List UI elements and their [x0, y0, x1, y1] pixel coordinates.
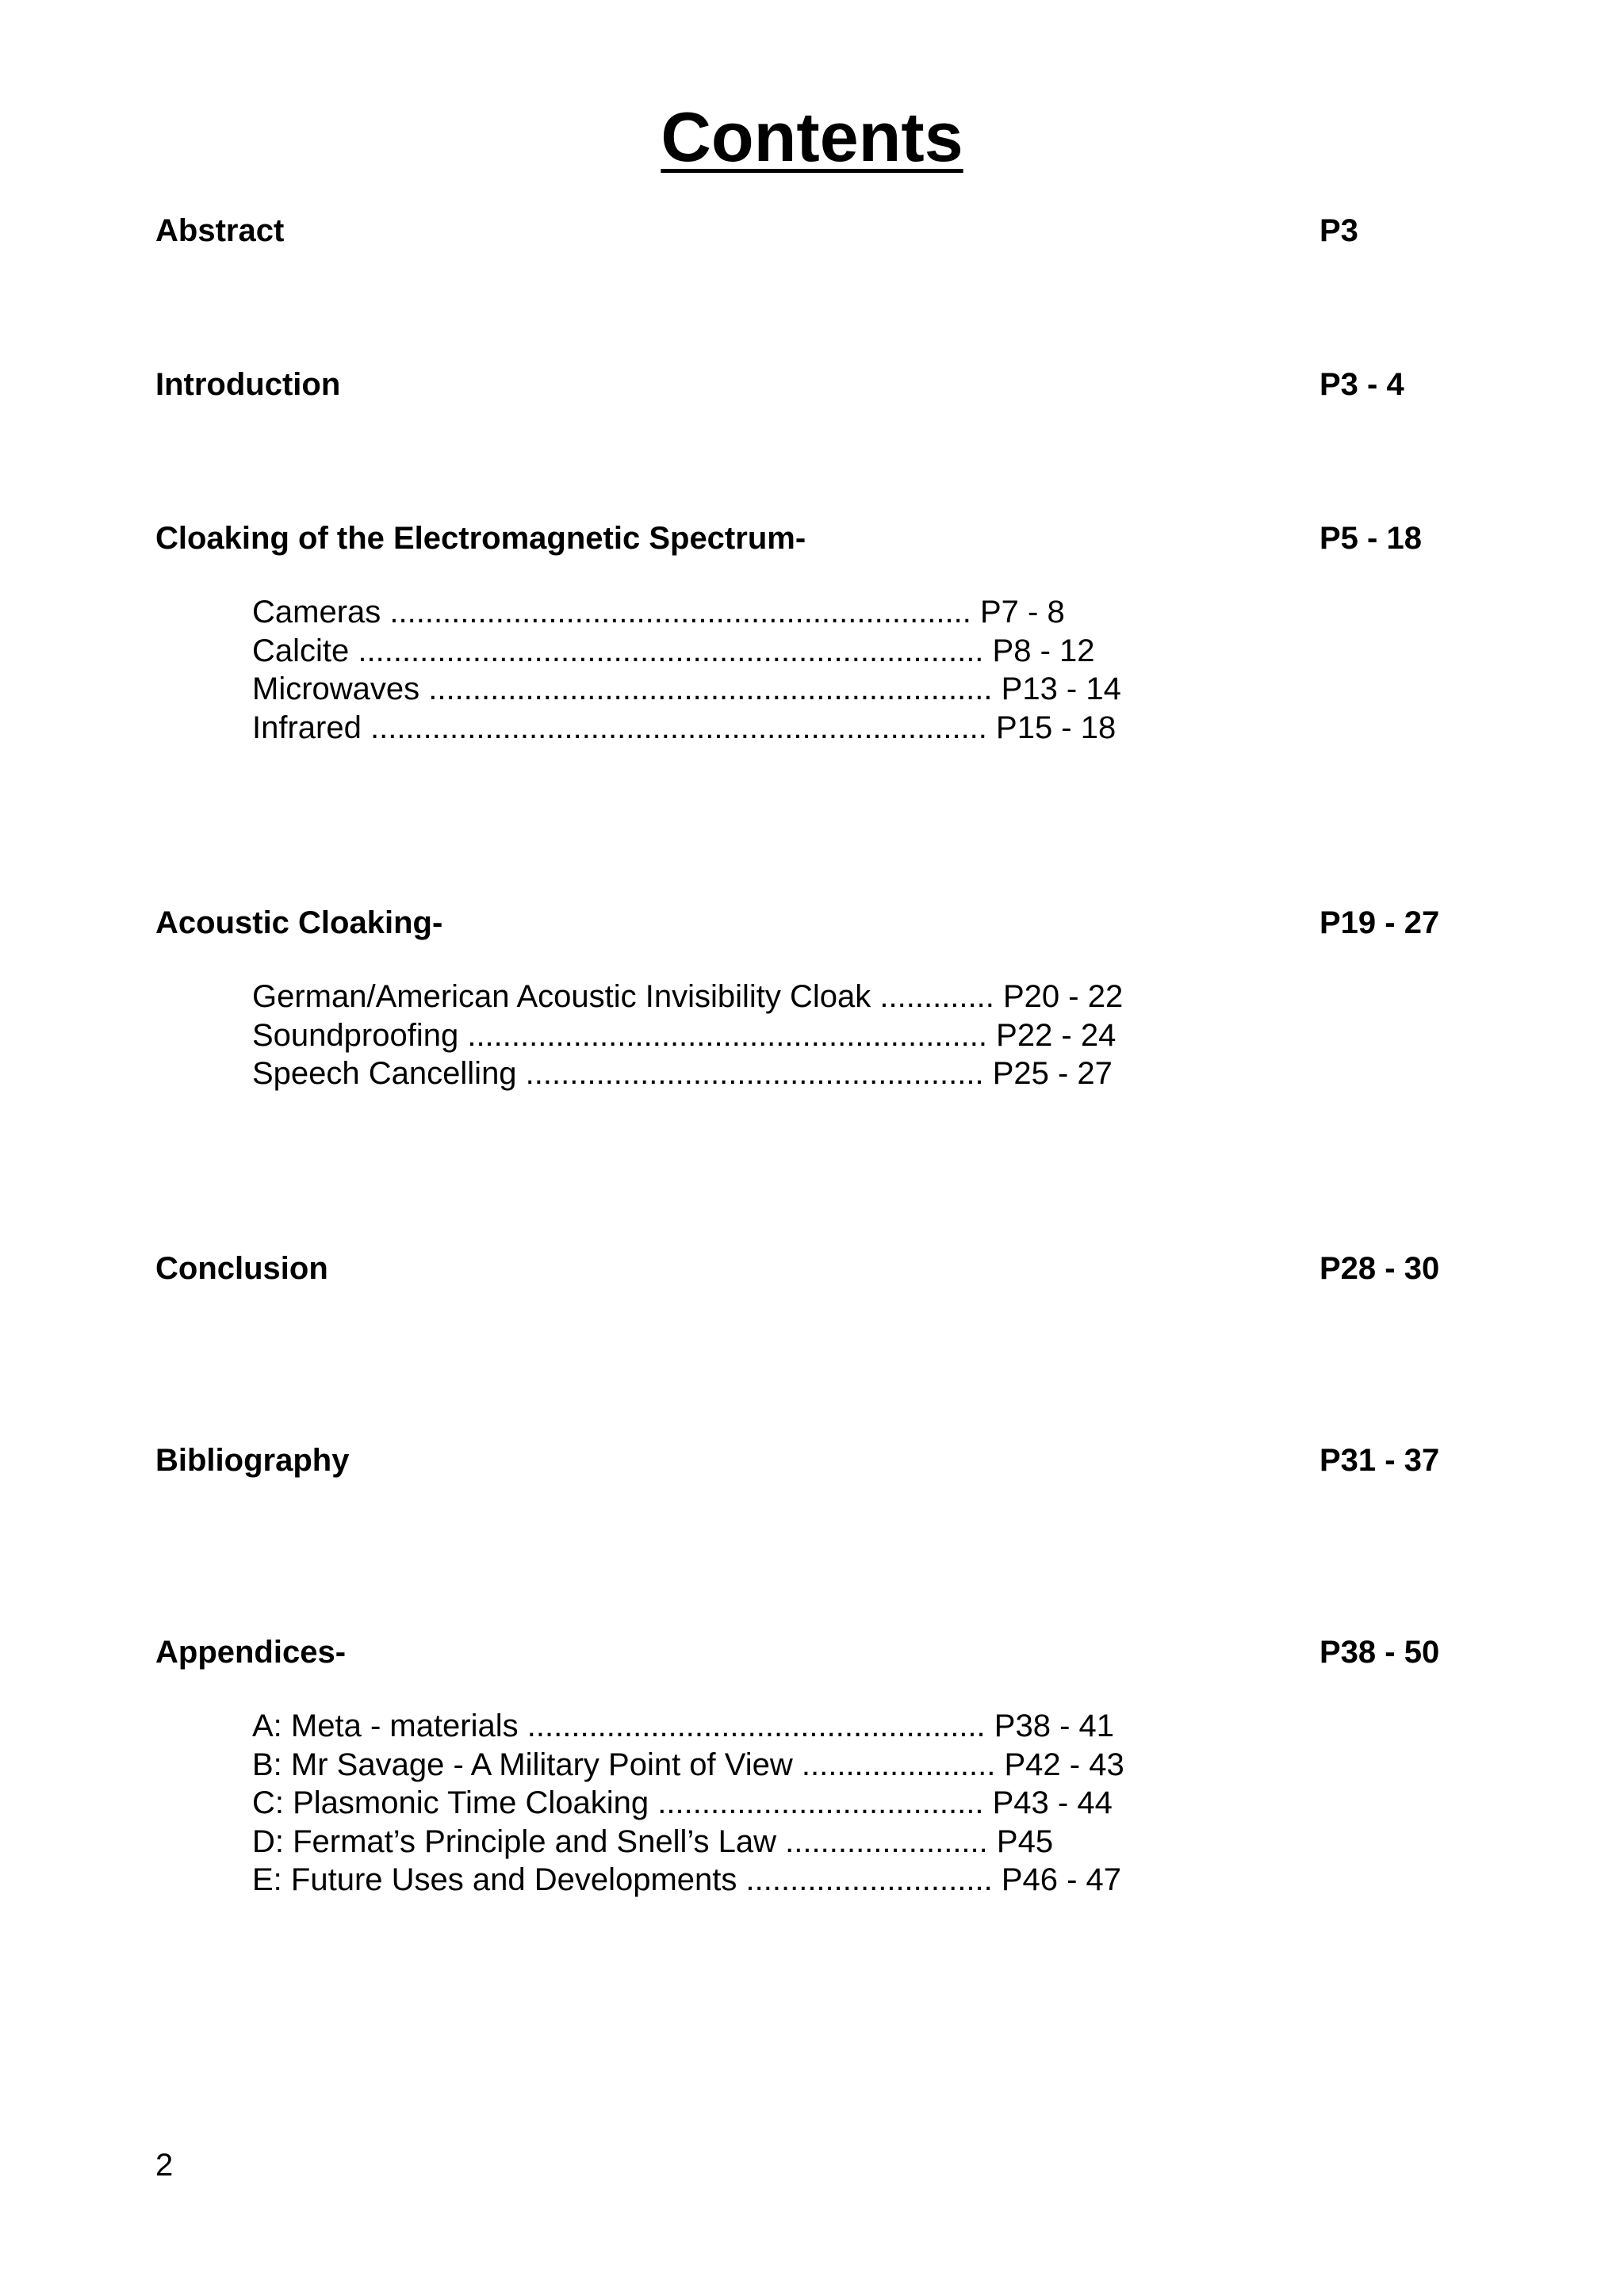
sub-item-pages: P7 - 8: [979, 595, 1065, 629]
leader-dots: ............................: [737, 1862, 1002, 1897]
section-pages: P3 - 4: [1320, 367, 1404, 402]
leader-dots: .......................................................................: [349, 633, 993, 668]
sub-item-pages: P20 - 22: [1002, 979, 1124, 1014]
sub-item-pages: P43 - 44: [992, 1785, 1113, 1820]
toc-sub-item-microwaves: [252, 670, 1204, 709]
section-pages: P19 - 27: [1320, 905, 1440, 940]
section-pages: P28 - 30: [1320, 1251, 1440, 1286]
section-title: Conclusion: [155, 1251, 328, 1286]
sub-item-pages: P25 - 27: [992, 1056, 1113, 1091]
sub-item-label: Soundproofing: [252, 1017, 459, 1053]
toc-section-row: [155, 209, 1472, 252]
page-title: Contents: [661, 98, 963, 176]
toc-sub-item-soundproofing: [252, 1016, 1204, 1055]
section-title: Acoustic Cloaking-: [155, 905, 443, 940]
toc-sub-item-appendix-c: [252, 1784, 1204, 1823]
sub-item-pages: P42 - 43: [1004, 1747, 1124, 1782]
toc-sub-list: [252, 593, 1204, 747]
sub-item-label: C: Plasmonic Time Cloaking: [252, 1785, 649, 1820]
toc-section-appendices: [155, 1631, 1472, 1897]
toc-section-row: [155, 901, 1472, 944]
leader-dots: ......................................................................: [361, 710, 997, 745]
section-title: Introduction: [155, 367, 341, 402]
section-pages: P5 - 18: [1320, 521, 1422, 556]
leader-dots: .............: [871, 979, 1003, 1014]
toc-sub-list: [252, 978, 1204, 1093]
sub-item-label: Calcite: [252, 633, 350, 668]
sub-item-pages: P22 - 24: [996, 1017, 1116, 1053]
sub-item-label: A: Meta - materials: [252, 1709, 519, 1743]
section-title: Abstract: [155, 213, 285, 248]
page-number: 2: [155, 2148, 174, 2183]
toc-sub-item-calcite: [252, 632, 1204, 671]
leader-dots: ..................................................................: [381, 595, 980, 629]
toc-sub-item-infrared: [252, 709, 1204, 748]
sub-item-label: Infrared: [252, 710, 362, 745]
sub-item-label: German/American Acoustic Invisibility Cloak: [252, 979, 871, 1014]
toc-section-row: [155, 1247, 1472, 1290]
toc-section-acoustic: [155, 901, 1472, 1091]
sub-item-pages: P38 - 41: [994, 1709, 1114, 1743]
sub-item-pages: P46 - 47: [1001, 1862, 1122, 1897]
toc-section-bibliography: [155, 1439, 1472, 1482]
section-pages: P31 - 37: [1320, 1443, 1440, 1478]
section-pages: P3: [1320, 213, 1358, 248]
toc-section-conclusion: [155, 1247, 1472, 1290]
sub-item-label: D: Fermat’s Principle and Snell’s Law: [252, 1823, 777, 1859]
sub-item-pages: P8 - 12: [992, 633, 1095, 668]
leader-dots: .......................: [776, 1823, 997, 1859]
toc-section-abstract: [155, 209, 1472, 252]
sub-item-pages: P13 - 14: [1001, 672, 1121, 706]
sub-item-label: Microwaves: [252, 672, 420, 706]
toc-sub-item-appendix-b: [252, 1746, 1204, 1785]
toc-sub-item-cameras: [252, 593, 1204, 632]
toc-sub-item-invisibility-cloak: [252, 978, 1204, 1016]
toc-sub-item-appendix-e: [252, 1861, 1204, 1900]
toc-sub-item-appendix-d: [252, 1823, 1204, 1862]
toc-section-row: [155, 517, 1472, 560]
toc-sub-item-speech-cancelling: [252, 1054, 1204, 1093]
sub-item-label: Speech Cancelling: [252, 1056, 517, 1091]
sub-item-pages: P15 - 18: [996, 710, 1116, 745]
leader-dots: ................................................................: [419, 672, 1002, 706]
toc-sub-item-appendix-a: [252, 1707, 1204, 1746]
section-title: Appendices-: [155, 1635, 347, 1670]
leader-dots: ....................................................: [516, 1056, 993, 1091]
leader-dots: .....................................: [649, 1785, 993, 1820]
section-title: Cloaking of the Electromagnetic Spectrum-: [155, 521, 806, 556]
toc-section-row: [155, 363, 1472, 406]
toc-section-row: [155, 1631, 1472, 1674]
sub-item-label: B: Mr Savage - A Military Point of View: [252, 1747, 793, 1782]
sub-item-label: E: Future Uses and Developments: [252, 1862, 737, 1897]
sub-item-label: Cameras: [252, 595, 381, 629]
toc-sub-list: [252, 1707, 1204, 1900]
section-pages: P38 - 50: [1320, 1635, 1440, 1670]
sub-item-pages: P45: [996, 1823, 1054, 1859]
leader-dots: ...........................................................: [458, 1017, 997, 1053]
leader-dots: ....................................................: [518, 1709, 994, 1743]
toc-section-row: [155, 1439, 1472, 1482]
toc-section-introduction: [155, 363, 1472, 406]
section-title: Bibliography: [155, 1443, 350, 1478]
leader-dots: ......................: [792, 1747, 1005, 1782]
toc-section-electromagnetic: [155, 517, 1472, 745]
